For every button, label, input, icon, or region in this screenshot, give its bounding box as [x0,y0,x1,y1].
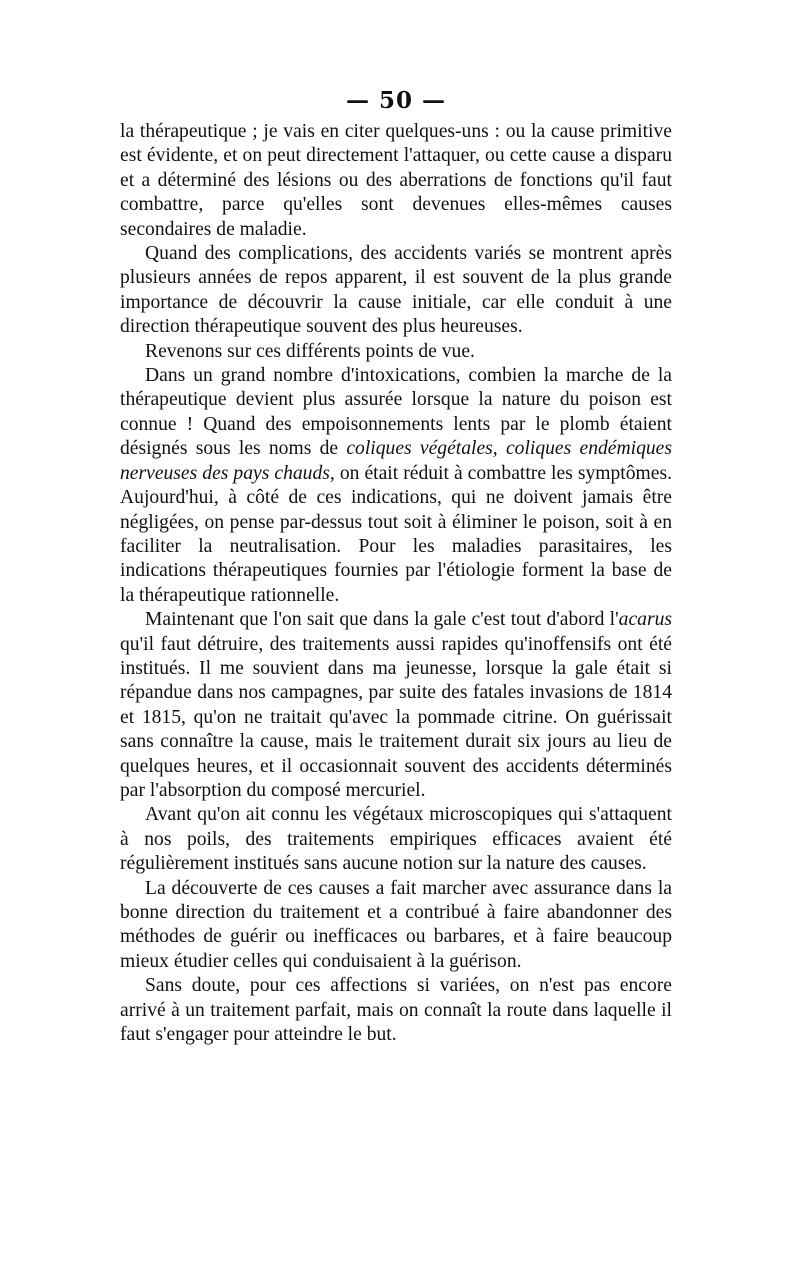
paragraph-5 [120,608,672,803]
paragraph-7 [120,877,672,975]
paragraph-text: Sans doute, pour ces affections si variées, on n'est pas encore arrivé à un traitement parfait, mais on connaît la route dans laquelle il faut s'engager pour atteindre le but. [120,975,672,1046]
paragraph-text: Quand des complications, des accidents variés se montrent après plusieurs années de repos apparent, il est souvent de la plus grande importance de découvrir la cause initiale, car elle conduit à une direction thérapeutique souvent des plus heureuses. [120,243,672,338]
paragraph-text: , on était réduit à combattre les symptômes. Aujourd'hui, à côté de ces indications, qui ne doivent jamais être négligées, on pense par-dessus tout soit à éliminer le poison, soit à en faciliter la neutralisation. Pour les maladies parasitaires, les indications thérapeutiques fournies par l'étiologie forment la base de la thérapeutique rationnelle. [120,462,673,606]
paragraph-text: La découverte de ces causes a fait marcher avec assurance dans la bonne direction du traitement et a contribué à faire abandonner des méthodes de guérir ou inefficaces ou barbares, et à faire beaucoup mieux étudier celles qui conduisaient à la guérison. [120,877,672,972]
paragraph-1 [120,120,672,242]
paragraph-text: Avant qu'on ait connu les végétaux microscopiques qui s'attaquent à nos poils, des traitements empiriques efficaces avaient été régulièrement institués sans aucune notion sur la nature des causes. [120,804,672,875]
book-page [120,84,672,1047]
paragraph-6 [120,803,672,876]
page-number: — 50 — [345,87,447,114]
page-text [120,120,672,1047]
paragraph-4 [120,364,672,608]
italic-term-acarus: acarus [618,609,672,631]
paragraph-2 [120,242,672,340]
paragraph-text: la thérapeutique ; je vais en citer quelques-uns : ou la cause primitive est évidente, et on peut directement l'attaquer, ou cette cause a disparu et a déterminé des lésions ou des aberrations de fonctions qu'il faut combattre, parce qu'elles sont devenues elles-mêmes causes secondaires de maladie. [120,121,672,240]
paragraph-text: Dans un grand nombre d'intoxications, combien la marche de la thérapeutique devient plus assurée lorsque la nature du poison est connue ! Quand des empoisonnements lents par le plomb étaient désignés sous les noms de [120,365,672,460]
paragraph-3 [120,340,672,364]
italic-term-coliques: coliques végétales, coliques endémiques nerveuses des pays chauds [120,438,672,484]
paragraph-text: Revenons sur ces différents points de vue. [145,340,475,362]
paragraph-8 [120,974,672,1047]
paragraph-text: qu'il faut détruire, des traitements aussi rapides qu'inoffensifs ont été institués. Il me souvient dans ma jeunesse, lorsque la gale était si répandue dans nos campagnes, par suite des fatales invasions de 1814 et 1815, qu'on ne traitait qu'avec la pommade citrine. On guérissait sans connaître la cause, mais le traitement durait six jours au lieu de quelques heures, et il occasionnait souvent des accidents déterminés par l'absorption du composé mercuriel. [120,633,672,801]
paragraph-text: Maintenant que l'on sait que dans la gale c'est tout d'abord l' [145,609,619,631]
